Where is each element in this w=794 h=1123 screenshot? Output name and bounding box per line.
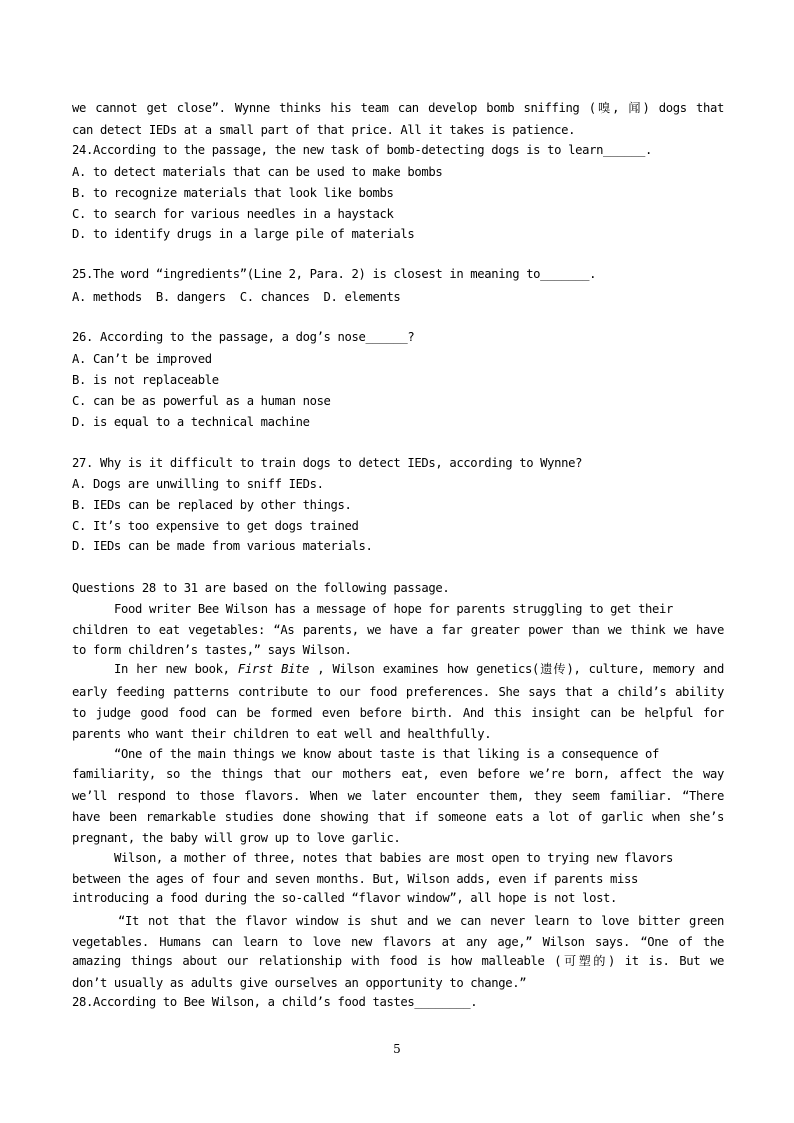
- passage-line: parents who want their children to eat well and healthfully.: [72, 727, 492, 741]
- question-25-options: A. methods B. dangers C. chances D. elements: [72, 290, 401, 304]
- passage-line: to form children’s tastes,” says Wilson.: [72, 643, 352, 657]
- passage-line: don’t usually as adults give ourselves an opportunity to change.”: [72, 976, 527, 990]
- question-24-stem: 24.According to the passage, the new task of bomb-detecting dogs is to learn______.: [72, 143, 652, 157]
- option-d: D. IEDs can be made from various materials.: [72, 539, 373, 553]
- passage-line: Food writer Bee Wilson has a message of hope for parents struggling to get their: [114, 602, 674, 616]
- passage-line: can detect IEDs at a small part of that price. All it takes is patience.: [72, 123, 576, 137]
- passage-intro: Questions 28 to 31 are based on the following passage.: [72, 581, 450, 595]
- book-title: First Bite: [237, 662, 310, 676]
- option-b: B. is not replaceable: [72, 373, 219, 387]
- passage-line: Wilson, a mother of three, notes that babies are most open to trying new flavors: [114, 851, 674, 865]
- option-c: C. It’s too expensive to get dogs trained: [72, 519, 359, 533]
- question-25-stem: 25.The word “ingredients”(Line 2, Para. 2) is closest in meaning to_______.: [72, 267, 597, 281]
- option-b: B. IEDs can be replaced by other things.: [72, 498, 352, 512]
- option-a: A. to detect materials that can be used to make bombs: [72, 165, 443, 179]
- passage-line: “One of the main things we know about taste is that liking is a consequence of: [114, 747, 660, 761]
- question-27-stem: 27. Why is it difficult to train dogs to detect IEDs, according to Wynne?: [72, 456, 583, 470]
- passage-line: introducing a food during the so-called “flavor window”, all hope is not lost.: [72, 891, 618, 905]
- option-c: C. to search for various needles in a haystack: [72, 207, 394, 221]
- passage-line: between the ages of four and seven months. But, Wilson adds, even if parents miss: [72, 872, 638, 886]
- passage-line: to judge good food can be formed even before birth. And this insight can be helpful for: [72, 706, 724, 720]
- passage-line: In her new book, First Bite , Wilson examines how genetics(遗传), culture, memory and: [114, 662, 724, 676]
- passage-line: early feeding patterns contribute to our food preferences. She says that a child’s ability: [72, 685, 724, 699]
- passage-line: vegetables. Humans can learn to love new flavors at any age,” Wilson says. “One of the: [72, 935, 724, 949]
- option-c: C. can be as powerful as a human nose: [72, 394, 331, 408]
- option-a: A. Dogs are unwilling to sniff IEDs.: [72, 477, 324, 491]
- passage-line: amazing things about our relationship with food is how malleable (可塑的) it is. But we: [72, 954, 724, 968]
- question-26-stem: 26. According to the passage, a dog’s nose______?: [72, 330, 415, 344]
- option-d: D. is equal to a technical machine: [72, 415, 310, 429]
- option-d: D. to identify drugs in a large pile of materials: [72, 227, 415, 241]
- passage-line: pregnant, the baby will grow up to love garlic.: [72, 831, 401, 845]
- passage-line: “It not that the flavor window is shut and we can never learn to love bitter green: [118, 914, 724, 928]
- question-28-stem: 28.According to Bee Wilson, a child’s food tastes________.: [72, 995, 478, 1009]
- passage-line: we’ll respond to those flavors. When we later encounter them, they seem familiar. “There: [72, 789, 724, 803]
- page-number: 5: [393, 1042, 401, 1056]
- option-a: A. Can’t be improved: [72, 352, 212, 366]
- passage-line: have been remarkable studies done showing that if someone eats a lot of garlic when she’s: [72, 810, 724, 824]
- passage-line: we cannot get close”. Wynne thinks his team can develop bomb sniffing (嗅, 闻) dogs that: [72, 101, 724, 115]
- option-b: B. to recognize materials that look like bombs: [72, 186, 394, 200]
- passage-line: familiarity, so the things that our mothers eat, even before we’re born, affect the way: [72, 767, 724, 781]
- passage-line: children to eat vegetables: “As parents, we have a far greater power than we think we have: [72, 623, 724, 637]
